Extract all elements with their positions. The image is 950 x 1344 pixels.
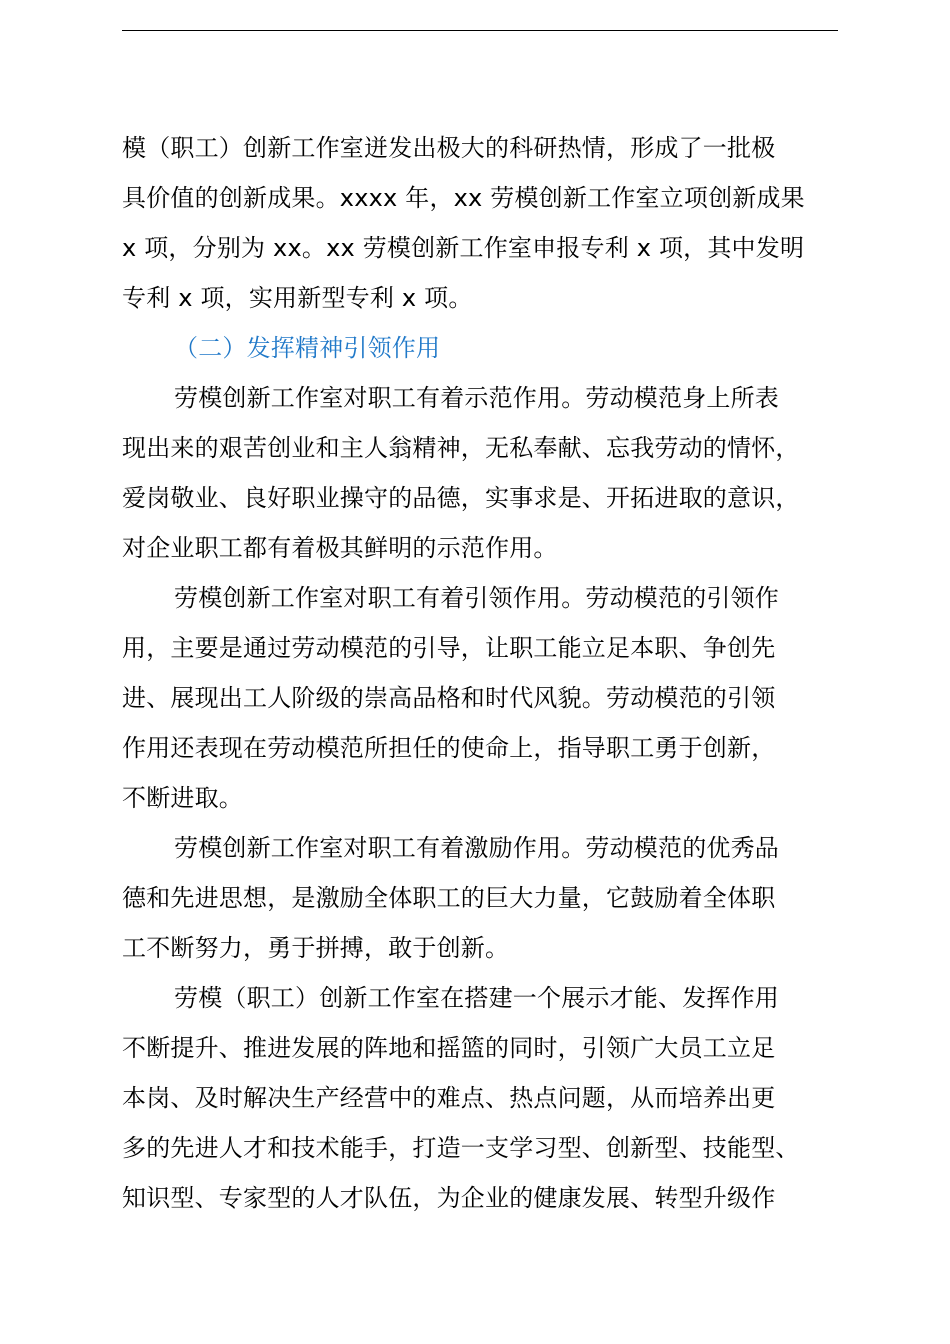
paragraph-line: 不断进取。: [122, 784, 243, 812]
header-rule: [122, 30, 838, 31]
paragraph-line: 工不断努力，勇于拼搏，敢于创新。: [122, 934, 510, 962]
paragraph-line: 劳模创新工作室对职工有着引领作用。劳动模范的引领作: [174, 584, 779, 612]
paragraph-line: 专利 x 项，实用新型专利 x 项。: [122, 284, 473, 312]
paragraph-line: 进、展现出工人阶级的崇高品格和时代风貌。劳动模范的引领: [122, 684, 776, 712]
body-text: [122, 123, 852, 1223]
paragraph-line: 德和先进思想，是激励全体职工的巨大力量，它鼓励着全体职: [122, 884, 776, 912]
paragraph-line: 本岗、及时解决生产经营中的难点、热点问题，从而培养出更: [122, 1084, 776, 1112]
paragraph-line: 模（职工）创新工作室迸发出极大的科研热情，形成了一批极: [122, 134, 776, 162]
paragraph-line: 具价值的创新成果。xxxx 年，xx 劳模创新工作室立项创新成果: [122, 184, 805, 212]
paragraph-line: 不断提升、推进发展的阵地和摇篮的同时，引领广大员工立足: [122, 1034, 776, 1062]
paragraph-line: 现出来的艰苦创业和主人翁精神，无私奉献、忘我劳动的情怀，: [122, 434, 800, 462]
paragraph-line: 劳模（职工）创新工作室在搭建一个展示才能、发挥作用: [174, 984, 779, 1012]
paragraph-line: 劳模创新工作室对职工有着示范作用。劳动模范身上所表: [174, 384, 779, 412]
paragraph-line: 用，主要是通过劳动模范的引导，让职工能立足本职、争创先: [122, 634, 776, 662]
paragraph-line: 爱岗敬业、良好职业操守的品德，实事求是、开拓进取的意识，: [122, 484, 800, 512]
paragraph-line: 多的先进人才和技术能手，打造一支学习型、创新型、技能型、: [122, 1134, 800, 1162]
paragraph-line: 知识型、专家型的人才队伍，为企业的健康发展、转型升级作: [122, 1184, 776, 1212]
paragraph-line: 劳模创新工作室对职工有着激励作用。劳动模范的优秀品: [174, 834, 779, 862]
paragraph-line: 作用还表现在劳动模范所担任的使命上，指导职工勇于创新，: [122, 734, 776, 762]
paragraph-line: x 项，分别为 xx。xx 劳模创新工作室申报专利 x 项，其中发明: [122, 234, 805, 262]
paragraph-line: 对企业职工都有着极其鲜明的示范作用。: [122, 534, 558, 562]
section-heading: （二）发挥精神引领作用: [174, 334, 441, 362]
